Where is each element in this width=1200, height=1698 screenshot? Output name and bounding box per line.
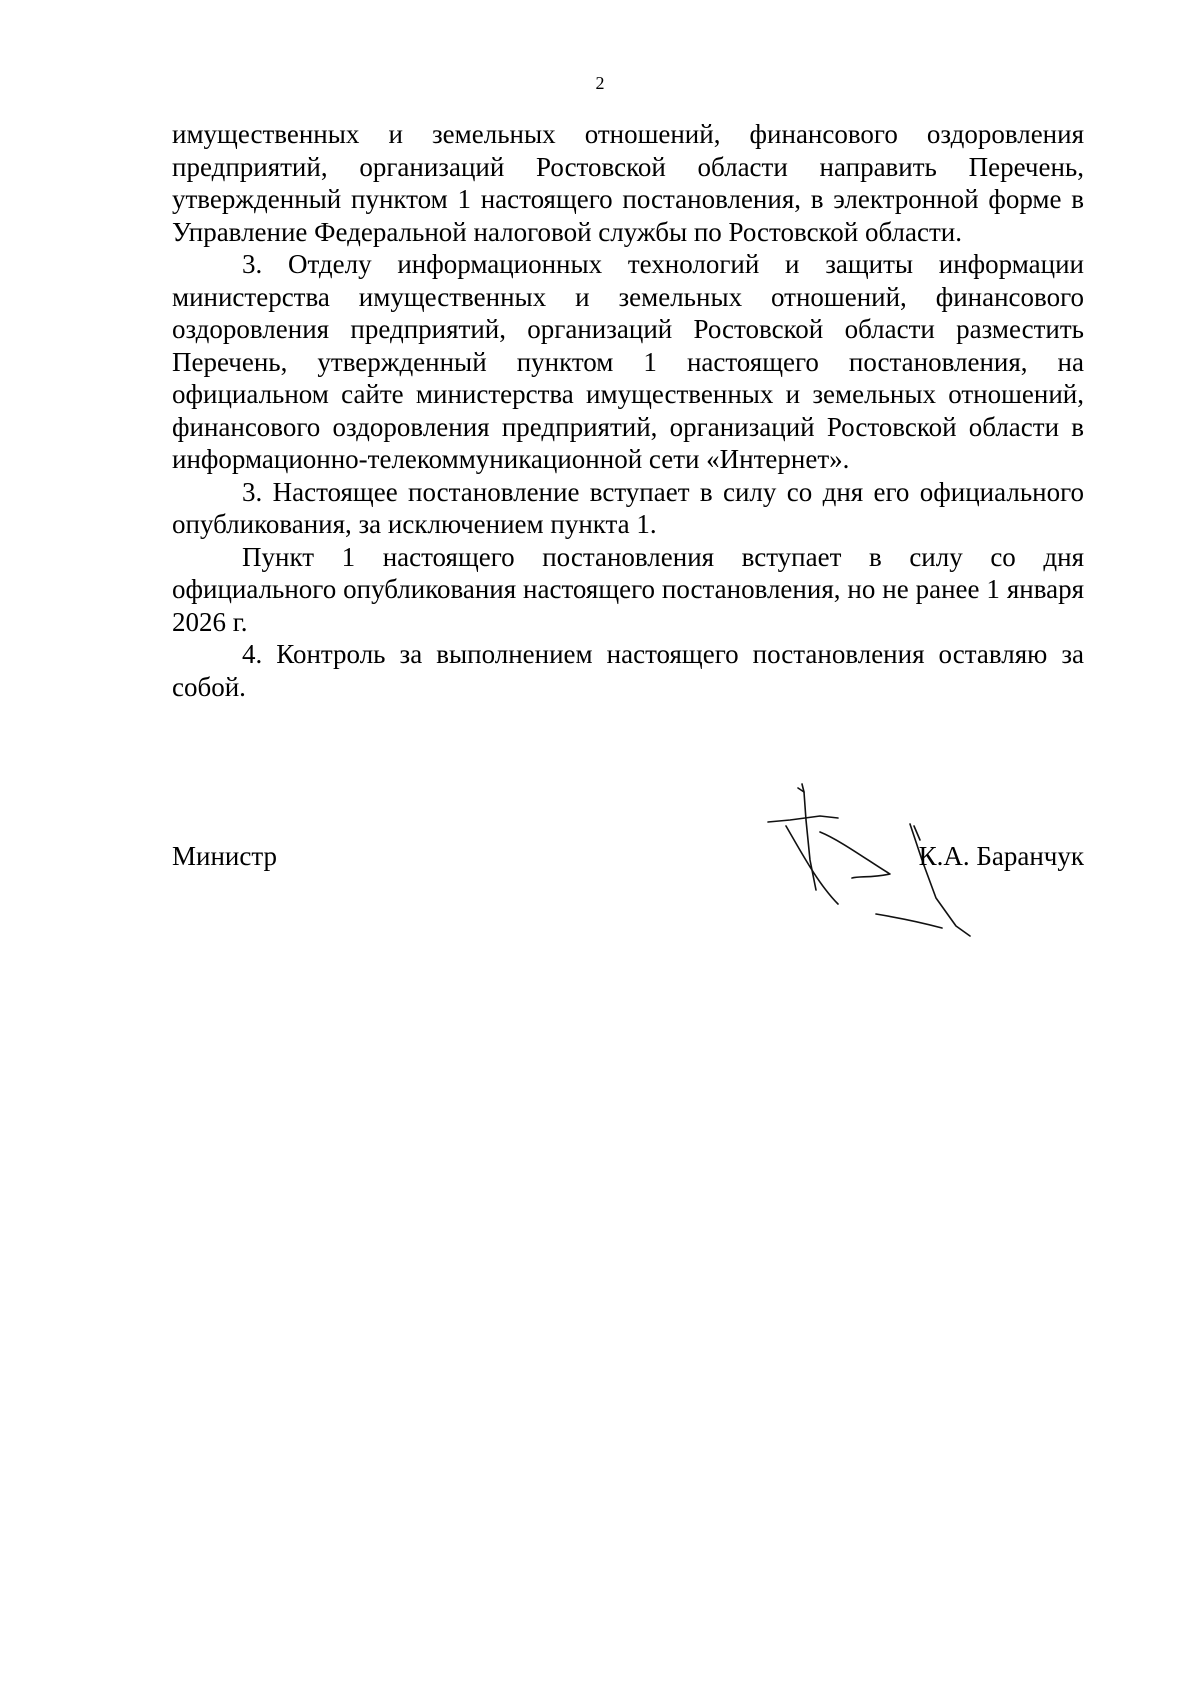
signatory-position: Министр xyxy=(172,841,277,871)
paragraph-item-4-control: 4. Контроль за выполнением настоящего постановления оставляю за собой. xyxy=(172,639,1084,702)
paragraph-item-3-effective-date: 3. Настоящее постановление вступает в силу со дня его официального опубликования, за исключением пункта 1. xyxy=(172,476,1084,539)
document-body xyxy=(172,118,1084,703)
signature-block xyxy=(172,840,1084,880)
paragraph-continuation: имущественных и земельных отношений, финансового оздоровления предприятий, организаций Ростовской области направить Перечень, утвержденный пунктом 1 настоящего постановления, в электронной форме в Управление Федеральной налоговой службы по Ростовской области. xyxy=(172,119,1084,247)
paragraph-item-1-effective-date: Пункт 1 настоящего постановления вступает в силу со дня официального опубликования настоящего постановления, но не ранее 1 января 2026 г. xyxy=(172,541,1084,637)
signatory-name: К.А. Баранчук xyxy=(918,841,1084,871)
page-number: 2 xyxy=(595,73,605,93)
paragraph-item-3-website: 3. Отделу информационных технологий и защиты информации министерства имущественных и земельных отношений, финансового оздоровления предприятий, организаций Ростовской области разместить Перечень, утвержденный пунктом 1 настоящего постановления, на официальном сайте министерства имущественных и земельных отношений, финансового оздоровления предприятий, организаций Ростовской области в информационно-телекоммуникационной сети «Интернет». xyxy=(172,249,1084,474)
